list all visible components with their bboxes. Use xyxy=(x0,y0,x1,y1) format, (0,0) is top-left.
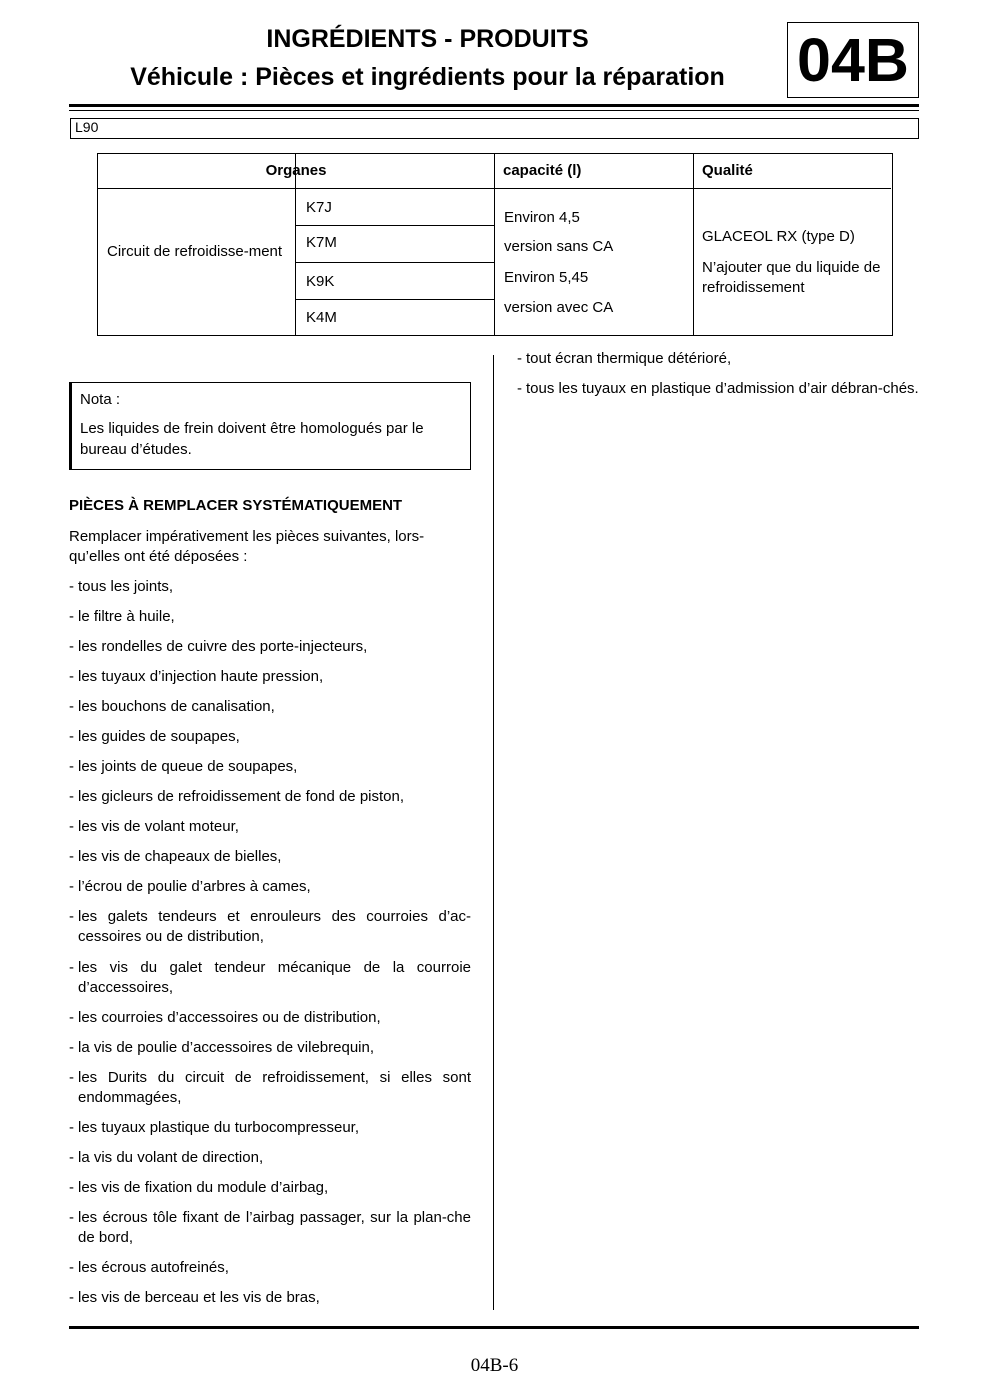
table-capacity-line: Environ 5,45 xyxy=(504,269,589,286)
table-capacity-line: version sans CA xyxy=(504,238,614,255)
list-item: - les joints de queue de soupapes, xyxy=(69,758,298,775)
table-organ-cell: Circuit de refroidisse-ment xyxy=(107,243,283,260)
table-quality-cell: GLACEOL RX (type D) xyxy=(702,228,855,245)
table-capacity-line: version avec CA xyxy=(504,299,614,316)
table-engine-cell: K9K xyxy=(306,273,335,290)
list-item: - les rondelles de cuivre des porte-injecteurs, xyxy=(69,638,368,655)
table-quality-note: N’ajouter que du liquide de refroidissement xyxy=(702,259,881,296)
nota-text: Les liquides de frein doivent être homologués par le bureau d’études. xyxy=(80,420,424,458)
table-engine-cell: K7J xyxy=(306,199,332,216)
column-divider xyxy=(493,355,494,1310)
list-item: - les Durits du circuit de refroidissement, si elles sont endommagées, xyxy=(69,1069,471,1106)
page-subtitle: Véhicule : Pièces et ingrédients pour la réparation xyxy=(130,63,725,91)
vehicle-label: L90 xyxy=(75,119,99,135)
table-col-divider xyxy=(295,153,296,336)
table-header-organes: Organes xyxy=(265,162,327,179)
list-item: - tout écran thermique détérioré, xyxy=(517,350,732,367)
list-item: - les courroies d’accessoires ou de distribution, xyxy=(69,1009,381,1026)
list-item: - les tuyaux d’injection haute pression, xyxy=(69,668,324,685)
list-item: - les gicleurs de refroidissement de fond de piston, xyxy=(69,788,405,805)
list-item: - les tuyaux plastique du turbocompresseur, xyxy=(69,1119,359,1136)
table-capacity-line: Environ 4,5 xyxy=(504,209,580,226)
list-item: - l’écrou de poulie d’arbres à cames, xyxy=(69,878,311,895)
table-row-rule xyxy=(296,225,494,226)
table-header-qualite: Qualité xyxy=(702,162,753,179)
capacity-table xyxy=(97,153,893,336)
footer-rule xyxy=(69,1326,919,1329)
list-item: - les vis de fixation du module d’airbag, xyxy=(69,1179,329,1196)
list-item: - la vis de poulie d’accessoires de vilebrequin, xyxy=(69,1039,375,1056)
page-title: INGRÉDIENTS - PRODUITS xyxy=(266,25,589,53)
list-item: - le filtre à huile, xyxy=(69,608,175,625)
section-intro: Remplacer impérativement les pièces suivantes, lors-qu’elles ont été déposées : xyxy=(69,528,425,565)
list-item: - les vis du galet tendeur mécanique de la courroie d’accessoires, xyxy=(69,959,471,996)
list-item: - les guides de soupapes, xyxy=(69,728,240,745)
section-code-badge: 04B xyxy=(787,22,919,98)
section-heading: PIÈCES À REMPLACER SYSTÉMATIQUEMENT xyxy=(69,497,403,514)
header-rule-thin xyxy=(69,110,919,111)
list-item: - les écrous tôle fixant de l’airbag passager, sur la plan-che de bord, xyxy=(69,1209,471,1246)
list-item: - les vis de chapeaux de bielles, xyxy=(69,848,282,865)
table-engine-cell: K4M xyxy=(306,309,337,326)
table-header-capacite: capacité (l) xyxy=(503,162,582,179)
list-item: - les vis de volant moteur, xyxy=(69,818,239,835)
list-item: - tous les joints, xyxy=(69,578,174,595)
nota-label: Nota : xyxy=(80,391,121,408)
list-item: - les écrous autofreinés, xyxy=(69,1259,229,1276)
vehicle-label-box xyxy=(70,118,919,139)
table-row-rule xyxy=(296,262,494,263)
list-item: - les vis de berceau et les vis de bras, xyxy=(69,1289,320,1306)
header-rule-thick xyxy=(69,104,919,107)
page-number: 04B-6 xyxy=(470,1355,519,1376)
table-col-divider xyxy=(494,153,495,336)
nota-box xyxy=(69,382,471,470)
list-item: - tous les tuyaux en plastique d’admission d’air débran-chés. xyxy=(517,380,919,397)
list-item: - les bouchons de canalisation, xyxy=(69,698,275,715)
table-engine-cell: K7M xyxy=(306,234,337,251)
list-item: - les galets tendeurs et enrouleurs des courroies d’ac-cessoires ou de distribution, xyxy=(69,908,471,945)
list-item: - la vis du volant de direction, xyxy=(69,1149,264,1166)
table-row-rule xyxy=(296,299,494,300)
table-col-divider xyxy=(693,153,694,336)
